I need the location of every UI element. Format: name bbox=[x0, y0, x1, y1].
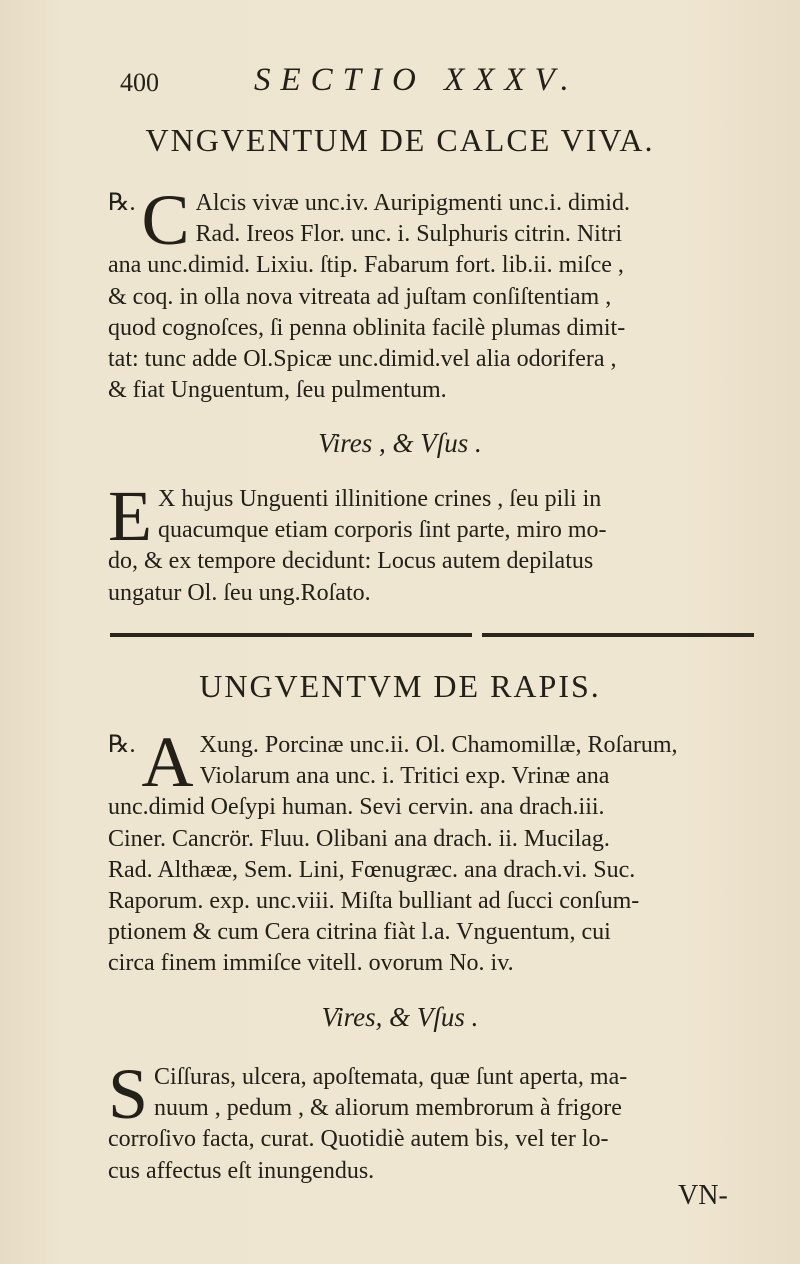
text-line: & coq. in olla nova vitreata ad juſtam conſiſtentiam , bbox=[108, 283, 612, 310]
catchword: VN- bbox=[678, 1180, 728, 1211]
recipe-rapis bbox=[108, 722, 768, 980]
text-line: X hujus Unguenti illinitione crines , ſeu pili in bbox=[157, 486, 602, 512]
text-line: Ciner. Cancrör. Fluu. Olibani ana drach. ii. Mucilag. bbox=[108, 825, 610, 852]
text-line: corroſivo facta, curat. Quotidiè autem bis, vel ter lo- bbox=[108, 1126, 609, 1153]
text-line: Rad. Ireos Flor. unc. i. Sulphuris citrin. Nitri bbox=[195, 221, 623, 248]
text-line: cus affectus eſt inungendus. bbox=[108, 1157, 375, 1184]
text-line: do, & ex tempore decidunt: Locus autem depilatus bbox=[108, 548, 594, 575]
text-line: ana unc.dimid. Lixiu. ſtip. Fabarum fort. lib.ii. miſce , bbox=[108, 252, 624, 279]
drop-cap: A bbox=[141, 722, 194, 802]
text-line: quacumque etiam corporis ſint parte, miro mo- bbox=[157, 517, 607, 544]
text-line: Ciſſuras, ulcera, apoſtemata, quæ ſunt aperta, ma- bbox=[154, 1064, 628, 1090]
recipe-symbol: ℞. bbox=[108, 732, 136, 758]
text-line: Rad. Althææ, Sem. Lini, Fœnugræc. ana drach.vi. Suc. bbox=[108, 856, 636, 883]
text-line: Alcis vivæ unc.iv. Auripigmenti unc.i. dimid. bbox=[195, 190, 630, 216]
text-line: tat: tunc adde Ol.Spicæ unc.dimid.vel alia odorifera , bbox=[108, 345, 617, 372]
text-line: ungatur Ol. ſeu ung.Roſato. bbox=[108, 579, 371, 606]
text-line: nuum , pedum , & aliorum membrorum à frigore bbox=[154, 1095, 622, 1122]
section-title-calce-viva: VNGVENTUM DE CALCE VIVA. bbox=[145, 122, 655, 158]
text-line: quod cognoſces, ſi penna oblinita facilè plumas dimit- bbox=[108, 314, 626, 341]
drop-cap: E bbox=[108, 476, 152, 556]
running-title: SECTIO XXXV. bbox=[254, 62, 579, 98]
text-line: unc.dimid Oeſypi human. Sevi cervin. ana drach.iii. bbox=[108, 794, 605, 821]
text-line: & fiat Unguentum, ſeu pulmentum. bbox=[108, 377, 447, 404]
text-line: ptionem & cum Cera citrina fiàt l.a. Vnguentum, cui bbox=[108, 919, 611, 946]
text-line: Xung. Porcinæ unc.ii. Ol. Chamomillæ, Roſarum, bbox=[199, 732, 678, 758]
section-divider-left bbox=[110, 633, 472, 637]
text-line: Raporum. exp. unc.viii. Miſta bulliant ad ſucci conſum- bbox=[108, 887, 640, 914]
text-line: circa finem immiſce vitell. ovorum No. iv. bbox=[108, 950, 514, 977]
page-header bbox=[108, 62, 688, 102]
subhead-vires-usus-2: Vires, & Vſus . bbox=[321, 1002, 479, 1032]
subhead-vires-usus: Vires , & Vſus . bbox=[318, 428, 482, 458]
section-title-rapis: UNGVENTVM DE RAPIS. bbox=[199, 668, 601, 704]
uses-calce-viva bbox=[108, 476, 768, 609]
page-number: 400 bbox=[120, 68, 159, 97]
recipe-calce-viva bbox=[108, 180, 768, 406]
text-line: Violarum ana unc. i. Tritici exp. Vrinæ ana bbox=[199, 763, 610, 790]
uses-rapis bbox=[108, 1054, 768, 1187]
drop-cap: S bbox=[108, 1054, 149, 1134]
section-divider-right bbox=[482, 633, 754, 637]
drop-cap: C bbox=[141, 180, 190, 260]
recipe-symbol: ℞. bbox=[108, 190, 136, 216]
